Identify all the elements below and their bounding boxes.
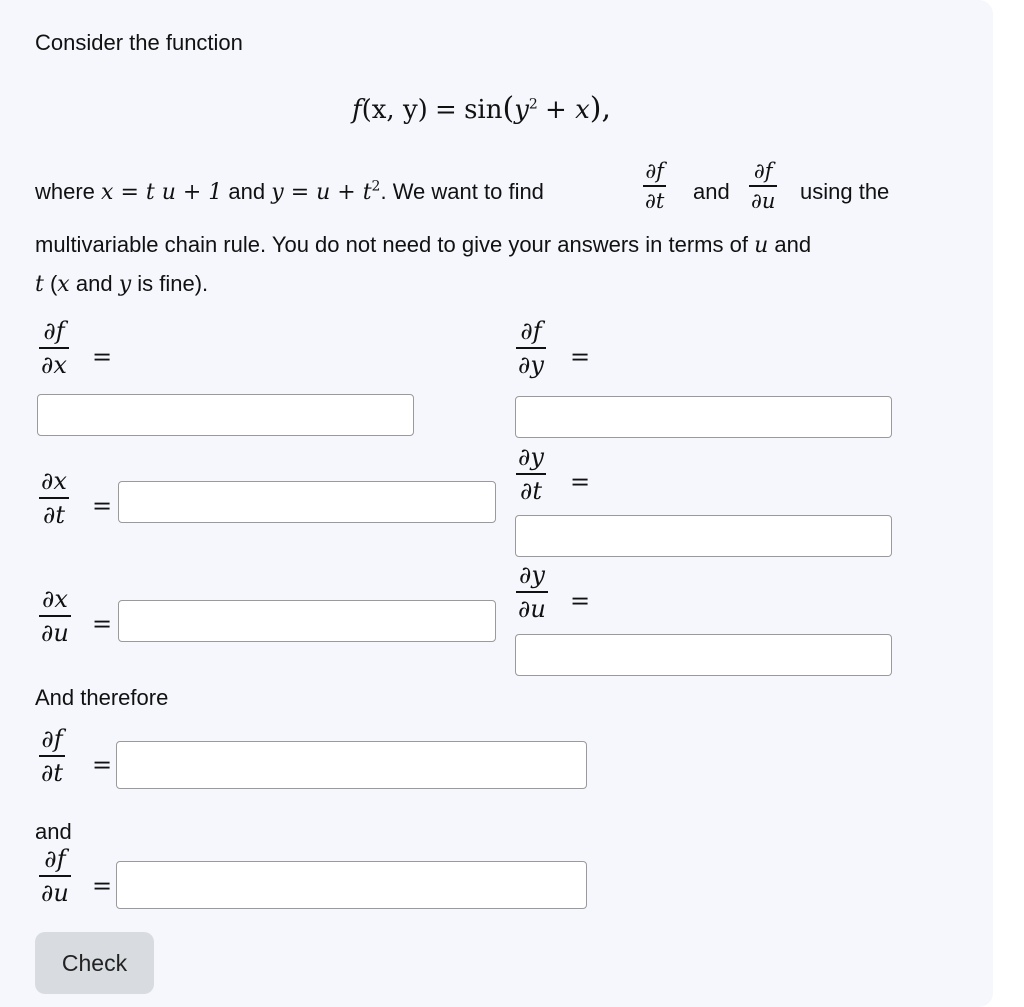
dy-dt-input[interactable] [515,515,892,557]
df-du-input[interactable] [116,861,587,909]
fraction-df-dt: ∂f ∂t [41,725,64,787]
fraction-df-du-inline: ∂f ∂u [751,159,776,213]
definitions-line: where x = t u + 1 and $y = u + t^2$. We want to find [35,178,544,205]
equals-sign: = [570,587,591,615]
df-dy-input[interactable] [515,396,892,438]
dy-du-input[interactable] [515,634,892,676]
equals-sign: = [92,872,113,900]
using-text: using the [800,179,890,204]
fraction-df-dt-inline: ∂f ∂t [645,159,665,213]
and-therefore-text: And therefore [35,685,169,710]
equals-sign: = [570,343,591,371]
intro-text: Consider the function [35,30,243,55]
function-display: f(x, $y) = \sin(y^2 + x)$, [352,91,612,126]
df-dx-input[interactable] [37,394,414,436]
dx-dt-input[interactable] [118,481,496,523]
fraction-dy-dt: ∂y ∂t [518,443,544,505]
check-button[interactable]: Check [35,932,154,994]
fraction-df-dy: ∂f ∂y [518,317,544,379]
fraction-df-dx: ∂f ∂x [41,317,67,379]
dx-du-input[interactable] [118,600,496,642]
equals-sign: = [92,492,113,520]
fraction-dx-dt: ∂x ∂t [41,467,67,529]
and-text: and [35,819,72,844]
fraction-dx-du: ∂x ∂u [41,585,69,647]
fraction-df-du: ∂f ∂u [41,845,69,907]
fraction-dy-du: ∂y ∂u [518,561,546,623]
instructions-line-2: t (x and y is fine). [35,271,209,297]
equals-sign: = [92,751,113,779]
df-dt-input[interactable] [116,741,587,789]
equals-sign: = [570,468,591,496]
equals-sign: = [92,343,113,371]
and-text: and [693,179,730,204]
equals-sign: = [92,610,113,638]
instructions-line: multivariable chain rule. You do not need to give your answers in terms of u and [35,232,812,258]
